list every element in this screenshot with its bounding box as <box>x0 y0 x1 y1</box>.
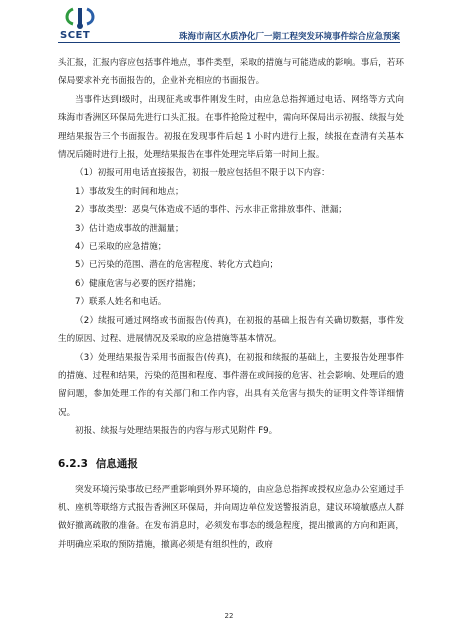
list-item: 6）健康危害与必要的医疗措施； <box>75 278 201 289</box>
paragraph: （1）初报可用电话直接报告，初报一般应包括但不限于以下内容： <box>75 168 330 179</box>
list-item: 7）联系人姓名和电话。 <box>75 297 167 308</box>
paragraph: （3）处理结果报告采用书面报告(传真)，在初报和续报的基础上，主要报告处理事件的措施、过程和结果，污染的范围和程度、事件潜在或间接的危害、社会影响、处理后的遗留问题，参加处理工作的有关部门和工作内容，出具有关危害与损失的证明文件等详细情况。 <box>58 352 404 418</box>
section-heading <box>58 455 404 473</box>
paragraph: 初报、续报与处理结果报告的内容与形式见附件 F9。 <box>75 426 278 437</box>
list-item: 5）已污染的范围、潜在的危害程度、转化方式趋向； <box>75 260 279 271</box>
paragraph: 头汇报，汇报内容应包括事件地点，事件类型，采取的措施与可能造成的影响。事后，若环保局要求补充书面报告的，企业补充相应的书面报告。 <box>58 58 404 87</box>
document-header-title: 珠海市南区水质净化厂一期工程突发环境事件综合应急预案 <box>178 32 400 42</box>
document-body <box>58 54 404 554</box>
section-title: 信息通报 <box>95 457 138 470</box>
list-item: 2）事故类型：恶臭气体造成不适的事件、污水非正常排放事件、泄漏； <box>75 205 347 216</box>
page-number: 22 <box>224 612 234 620</box>
list-item: 1）事故发生的时间和地点； <box>75 186 184 197</box>
list-item: 4）已采取的应急措施； <box>75 242 167 253</box>
header-divider <box>58 42 400 43</box>
list-item: 3）估计造成事故的泄漏量； <box>75 223 184 234</box>
logo-text: SCET <box>60 30 91 41</box>
paragraph: 突发环境污染事故已经严重影响到外界环境的，由应急总指挥或授权应急办公室通过手机、座机等联络方式报告香洲区环保局，并向周边单位发送警报消息，建议环境敏感点人群做好撤离疏散的准备。在发布消息时，必须发布事态的缓急程度，提出撤离的方向和距离，并明确应采取的预防措施，撤离必须是有组织性的，政府 <box>58 484 404 550</box>
page-header <box>0 0 458 44</box>
paragraph: 当事件达到Ⅰ级时，出现征兆或事件刚发生时，由应急总指挥通过电话、网络等方式向珠海市香洲区环保局先进行口头汇报。在事件抢险过程中，需向环保局出示初报、续报与处理结果报告三个书面报告。初报在发现事件后起 1 小时内进行上报，续报在查清有关基本情况后随时进行上报，处理结果报告在事件处理完毕后第一时间上报。 <box>58 94 404 161</box>
section-number: 6.2.3 <box>58 457 88 470</box>
paragraph: （2）续报可通过网络或书面报告(传真)，在初报的基础上报告有关确切数据，事件发生的原因、过程、进展情况及采取的应急措施等基本情况。 <box>58 315 404 345</box>
